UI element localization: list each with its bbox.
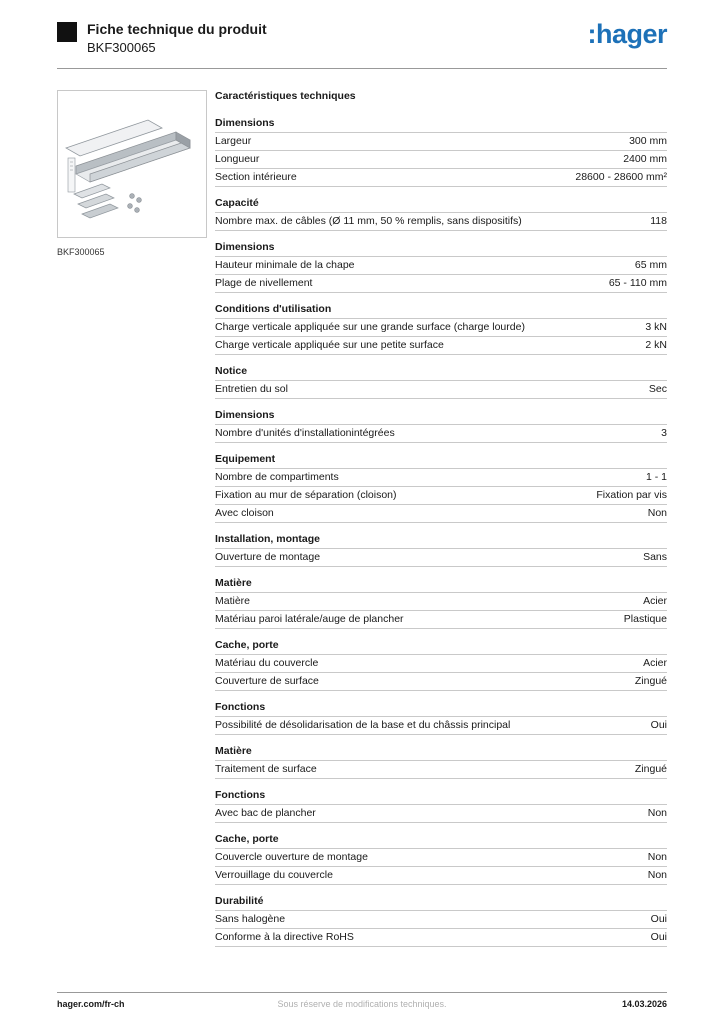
spec-value: Sec <box>648 383 667 395</box>
spec-row <box>215 381 667 399</box>
spec-value: Non <box>647 869 667 881</box>
spec-label: Matériau paroi latérale/auge de plancher <box>215 613 404 625</box>
product-reference: BKF300065 <box>87 39 156 55</box>
spec-label: Nombre de compartiments <box>215 471 339 483</box>
spec-label: Conforme à la directive RoHS <box>215 931 354 943</box>
floor-duct-drawing <box>62 96 202 232</box>
section-title: Cache, porte <box>215 830 667 849</box>
section-title: Dimensions <box>215 114 667 133</box>
spec-row <box>215 275 667 293</box>
spec-row <box>215 319 667 337</box>
spec-section <box>215 786 667 823</box>
section-title: Dimensions <box>215 406 667 425</box>
spec-label: Nombre max. de câbles (Ø 11 mm, 50 % remplis, sans dispositifs) <box>215 215 522 227</box>
specs-heading: Caractéristiques techniques <box>215 90 356 102</box>
spec-row <box>215 257 667 275</box>
spec-row <box>215 213 667 231</box>
footer-website: hager.com/fr-ch <box>57 999 125 1009</box>
section-title: Notice <box>215 362 667 381</box>
spec-section <box>215 362 667 399</box>
spec-section <box>215 450 667 523</box>
spec-label: Matière <box>215 595 251 607</box>
spec-value: Non <box>647 507 667 519</box>
section-title: Conditions d'utilisation <box>215 300 667 319</box>
header-title-block <box>57 20 267 56</box>
spec-label: Section intérieure <box>215 171 297 183</box>
spec-label: Charge verticale appliquée sur une petite surface <box>215 339 444 351</box>
spec-row <box>215 673 667 691</box>
spec-label: Traitement de surface <box>215 763 317 775</box>
spec-section <box>215 574 667 629</box>
spec-label: Couverture de surface <box>215 675 319 687</box>
page-title: Fiche technique du produit <box>87 21 267 37</box>
spec-value: Acier <box>643 595 667 607</box>
spec-label: Possibilité de désolidarisation de la base et du châssis principal <box>215 719 511 731</box>
spec-row <box>215 805 667 823</box>
spec-row <box>215 169 667 187</box>
spec-label: Largeur <box>215 135 252 147</box>
spec-value: Plastique <box>623 613 667 625</box>
page-header <box>57 20 667 56</box>
spec-label: Matériau du couvercle <box>215 657 319 669</box>
section-title: Cache, porte <box>215 636 667 655</box>
spec-row <box>215 717 667 735</box>
spec-section <box>215 194 667 231</box>
spec-section <box>215 406 667 443</box>
spec-label: Avec bac de plancher <box>215 807 316 819</box>
spec-row <box>215 549 667 567</box>
spec-label: Charge verticale appliquée sur une grande surface (charge lourde) <box>215 321 525 333</box>
spec-section <box>215 636 667 691</box>
spec-value: 2400 mm <box>623 153 667 165</box>
spec-value: Sans <box>643 551 667 563</box>
spec-label: Ouverture de montage <box>215 551 321 563</box>
spec-row <box>215 487 667 505</box>
spec-value: Zingué <box>634 763 667 775</box>
spec-row <box>215 337 667 355</box>
section-title: Installation, montage <box>215 530 667 549</box>
spec-value: Non <box>647 807 667 819</box>
spec-row <box>215 911 667 929</box>
section-title: Durabilité <box>215 892 667 911</box>
spec-section <box>215 698 667 735</box>
section-title: Capacité <box>215 194 667 213</box>
section-title: Fonctions <box>215 786 667 805</box>
spec-value: 3 kN <box>645 321 667 333</box>
spec-row <box>215 151 667 169</box>
spec-value: 65 mm <box>634 259 667 271</box>
spec-label: Avec cloison <box>215 507 274 519</box>
spec-label: Fixation au mur de séparation (cloison) <box>215 489 397 501</box>
spec-value: 300 mm <box>629 135 667 147</box>
spec-row <box>215 655 667 673</box>
spec-value: 118 <box>650 215 667 227</box>
spec-section <box>215 238 667 293</box>
section-title: Fonctions <box>215 698 667 717</box>
section-title: Matière <box>215 742 667 761</box>
spec-label: Verrouillage du couvercle <box>215 869 333 881</box>
spec-row <box>215 761 667 779</box>
spec-value: Acier <box>643 657 667 669</box>
spec-section <box>215 742 667 779</box>
spec-value: 1 - 1 <box>645 471 667 483</box>
document-marker-square <box>57 22 77 42</box>
spec-row <box>215 425 667 443</box>
section-title: Dimensions <box>215 238 667 257</box>
footer-disclaimer: Sous réserve de modifications techniques. <box>277 999 447 1009</box>
footer-date: 14.03.2026 <box>621 999 667 1009</box>
spec-value: 3 <box>661 427 667 439</box>
specifications-column <box>215 90 667 947</box>
hager-logo: :hager <box>587 19 667 49</box>
title-stack <box>87 20 267 56</box>
product-image-caption: BKF300065 <box>57 247 105 257</box>
spec-row <box>215 611 667 629</box>
spec-row <box>215 849 667 867</box>
spec-value: Fixation par vis <box>596 489 667 501</box>
spec-row <box>215 505 667 523</box>
section-title: Matière <box>215 574 667 593</box>
spec-label: Longueur <box>215 153 260 165</box>
spec-value: 28600 - 28600 mm² <box>575 171 667 183</box>
header-divider <box>57 68 667 69</box>
spec-sections <box>215 114 667 947</box>
spec-value: 65 - 110 mm <box>608 277 667 289</box>
spec-row <box>215 593 667 611</box>
spec-value: 2 kN <box>645 339 667 351</box>
spec-section <box>215 830 667 885</box>
spec-section <box>215 114 667 187</box>
spec-label: Hauteur minimale de la chape <box>215 259 355 271</box>
spec-label: Nombre d'unités d'installationintégrées <box>215 427 395 439</box>
product-column <box>57 90 209 257</box>
spec-label: Couvercle ouverture de montage <box>215 851 368 863</box>
spec-label: Plage de nivellement <box>215 277 313 289</box>
page-footer <box>57 992 667 1009</box>
spec-value: Zingué <box>634 675 667 687</box>
spec-section <box>215 300 667 355</box>
section-title: Equipement <box>215 450 667 469</box>
spec-row <box>215 133 667 151</box>
product-image <box>57 90 207 238</box>
spec-value: Non <box>647 851 667 863</box>
spec-label: Entretien du sol <box>215 383 288 395</box>
spec-row <box>215 867 667 885</box>
spec-label: Sans halogène <box>215 913 286 925</box>
spec-value: Oui <box>650 931 667 943</box>
spec-row <box>215 469 667 487</box>
spec-value: Oui <box>650 913 667 925</box>
spec-section <box>215 892 667 947</box>
spec-row <box>215 929 667 947</box>
spec-value: Oui <box>650 719 667 731</box>
spec-section <box>215 530 667 567</box>
